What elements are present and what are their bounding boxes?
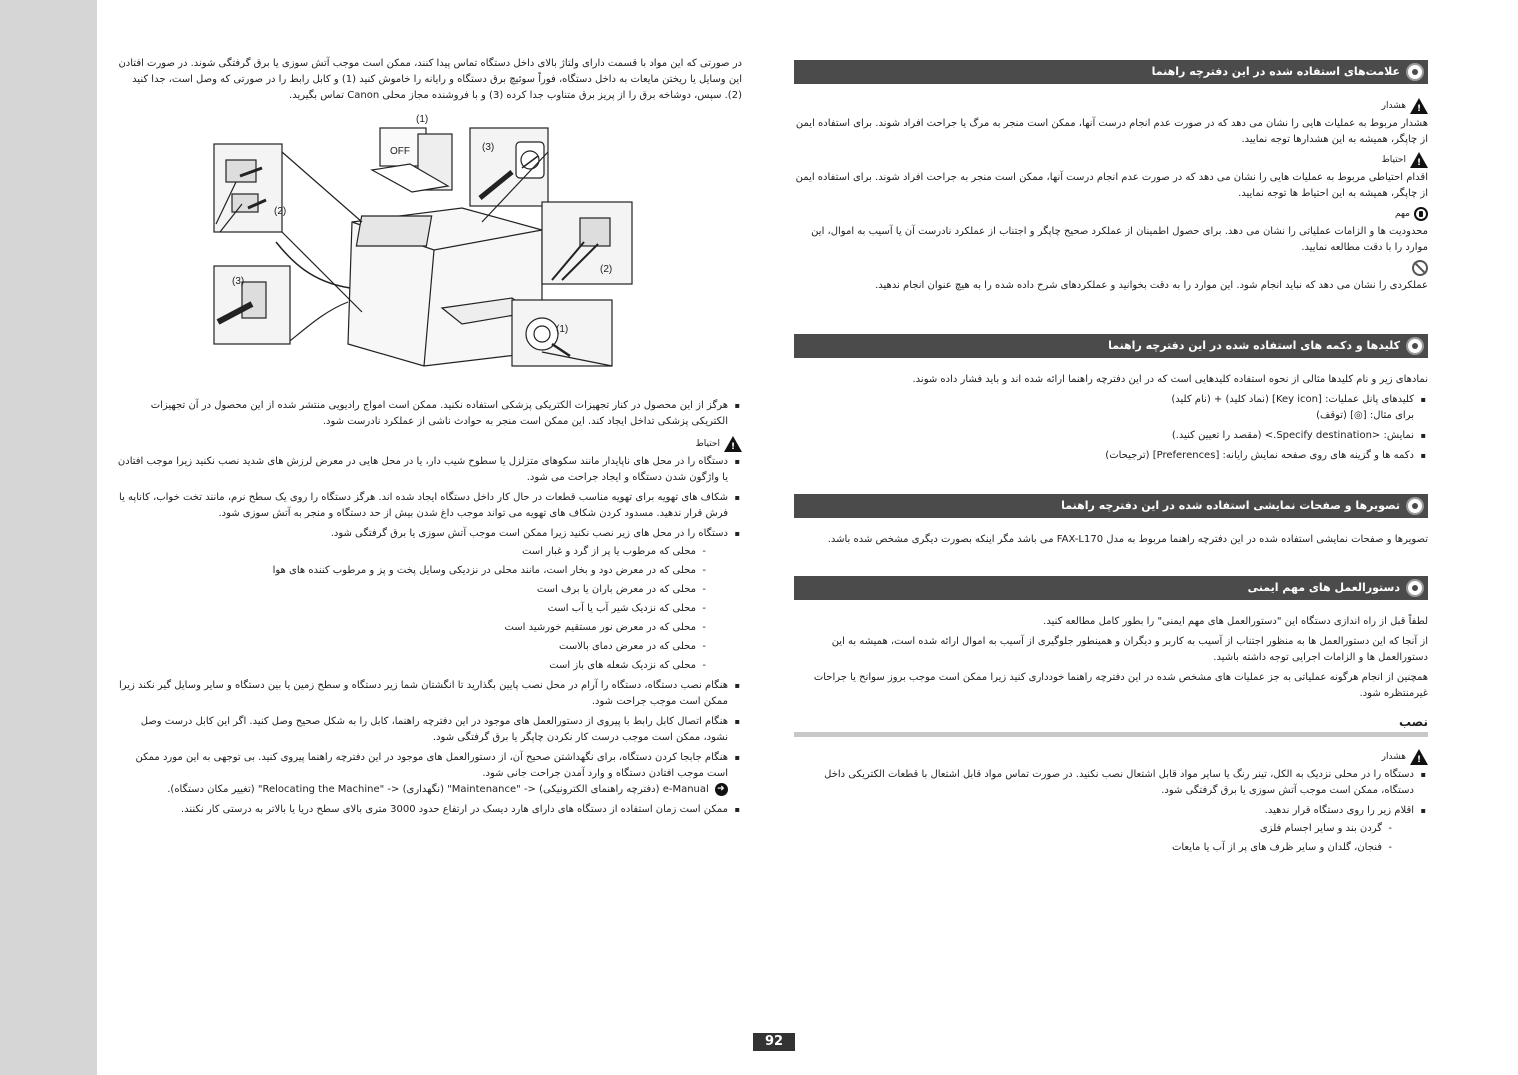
disconnect-illustration	[212, 112, 642, 372]
callout-2-phone: (2)	[600, 264, 613, 275]
section-title: علامت‌های استفاده شده در این دفترچه راهنما	[1151, 65, 1400, 78]
warning-label: هشدار	[1381, 101, 1406, 111]
caution-triangle-icon	[1410, 152, 1428, 168]
sub-list-item: - محلی که در معرض باران یا برف است	[117, 582, 728, 598]
list-item: ▪ کلیدهای پانل عملیات: [Key icon] (نماد کلید) + (نام کلید) برای مثال: [◎] (توقف)	[794, 392, 1428, 424]
list-item: ▪ دستگاه را در محل های ناپایدار مانند سکوهای متزلزل یا سطوح شیب دار، یا در محل هایی در معرض لرزش های شدید نصب نکنید زیرا موجب افتادن یا واژگون شدن دستگاه و ایجاد جراحت می شود.	[117, 454, 742, 486]
list-item: ▪ اقلام زیر را روی دستگاه قرار ندهید. - گردن بند و سایر اجسام فلزی - فنجان، گلدان و سایر ظرف های پر از آب یا مایعات	[794, 803, 1428, 856]
callout-3-cord: (3)	[232, 276, 245, 287]
warning-label: هشدار	[1381, 752, 1406, 762]
section-header-symbols	[794, 60, 1428, 84]
section-header-safety	[794, 576, 1428, 600]
section-header-illustrations	[794, 494, 1428, 518]
prohibited-icon	[1412, 260, 1428, 276]
list-item: ▪ هنگام نصب دستگاه، دستگاه را آرام در محل نصب پایین بگذارید تا انگشتان شما زیر دستگاه و سطح زمین یا بین دستگاه و سایر وسایل گیر نکند زیرا ممکن است موجب جراحت شود.	[117, 678, 742, 710]
warning-triangle-icon	[1410, 749, 1428, 765]
sub-list-item: - محلی که مرطوب یا پر از گرد و غبار است	[117, 544, 728, 560]
section-title: دستورالعمل های مهم ایمنی	[1247, 581, 1400, 594]
important-hand-icon	[1414, 207, 1428, 221]
callout-3-outlet: (3)	[482, 142, 495, 153]
section-title: کلیدها و دکمه های استفاده شده در این دفترچه راهنما	[1108, 339, 1400, 352]
list-item: ▪ شکاف های تهویه برای تهویه مناسب قطعات در حال کار داخل دستگاه ایجاد شده اند. هرگز دستگاه را روی یک سطح نرم، مانند تخت خواب، کاناپه یا فرش قرار ندهید. مسدود کردن شکاف های تهویه می تواند موجب داغ شدن بیش از حد دستگاه و منجر به آتش سوزی شود.	[117, 490, 742, 522]
disconnect-intro: در صورتی که این مواد با قسمت دارای ولتاژ بالای داخل دستگاه تماس پیدا کنند، ممکن است موجب آتش سوزی یا برق گرفتگی شوند. در صورت افتادن این وسایل یا ریختن مایعات به داخل دستگاه، فوراً سوئیچ برق دستگاه و رایانه را خاموش کنید (1) و کابل رابط را در صورتی که وصل است، جدا کنید (2). سپس، دوشاخه برق را از پریز برق متناوب جدا کرده (3) و با فروشنده مجاز محلی Canon تماس بگیرید.	[118, 58, 742, 101]
location-sub-list	[117, 544, 728, 674]
right-column	[794, 60, 1428, 862]
warning-description: هشدار مربوط به عملیات هایی را نشان می دهد که در صورت عدم انجام درست آنها، ممکن است منجر به مرگ یا جراحت افراد شوند. برای استفاده ایمن از چاپگر، همیشه به این هشدارها توجه نمایید.	[795, 118, 1428, 145]
warning-triangle-icon	[1410, 98, 1428, 114]
emanual-arrow-icon	[715, 783, 728, 796]
caution-list	[117, 454, 742, 818]
sub-list-item: - محلی که نزدیک شعله های باز است	[117, 658, 728, 674]
important-label-row	[794, 206, 1428, 222]
list-item: ▪ دستگاه را در محل های زیر نصب نکنید زیرا ممکن است موجب آتش سوزی یا برق گرفتگی شود. - محلی که مرطوب یا پر از گرد و غبار است - محلی که در معرض دود و بخار است، مانند محلی در نزدیکی وسایل پخت و پز و مرطوب کننده های هوا - محلی که در معرض باران یا برف است - محلی که نزدیک شیر آب یا آب است - محلی که در معرض نور مستقیم خورشید است - محلی که در معرض دمای بالاست - محلی که نزدیک شعله های باز است	[117, 526, 742, 674]
caution-label: احتیاط	[695, 439, 720, 449]
section-bullet-icon	[1406, 337, 1424, 355]
list-item: ▪ هنگام اتصال کابل رابط با پیروی از دستورالعمل های موجود در این دفترچه راهنما، کابل را به شکل صحیح وصل کنید. اگر این کابل درست وصل نشود، ممکن است موجب درست کار نکردن چاپگر یا برق گرفتگی شود.	[117, 714, 742, 746]
safety-paragraph: همچنین از انجام هرگونه عملیاتی به جز عملیات های مشخص شده در این دفترچه راهنما خودداری کنید زیرا ممکن است موجب بروز سوانح یا جراحات غیرمنتظره شود.	[813, 672, 1428, 699]
section-bullet-icon	[1406, 63, 1424, 81]
medical-list	[117, 398, 742, 430]
manual-page	[97, 0, 1518, 1075]
setup-warning-row	[794, 749, 1428, 765]
warning-label-row	[794, 98, 1428, 114]
fax-machine-illustration-svg	[212, 112, 642, 372]
section-bullet-icon	[1406, 497, 1424, 515]
sub-list-item: - فنجان، گلدان و سایر ظرف های پر از آب یا مایعات	[794, 840, 1414, 856]
sub-list-item: - محلی که در معرض دمای بالاست	[117, 639, 728, 655]
list-item: ▪ هنگام جابجا کردن دستگاه، برای نگهداشتن صحیح آن، از دستورالعمل های موجود در این دفترچه راهنما پیروی کنید. بی توجهی به این مورد ممکن است موجب افتادن دستگاه و وارد آمدن جراحت جانی شود. ➜ e-Manual (دفترچه راهنمای الکترونیکی) <- "Maintenance" (نگهداری) <- "Relocating the Machine" (تغییر مکان دستگاه).	[117, 750, 742, 798]
setup-heading: نصب	[794, 714, 1428, 737]
keys-list	[794, 392, 1428, 464]
important-label: مهم	[1395, 209, 1410, 219]
prohibited-description: عملکردی را نشان می دهد که نباید انجام شود. این موارد را به دقت بخوانید و عملکردهای شرح داده شده را به هیچ عنوان انجام ندهید.	[875, 280, 1428, 291]
callout-1-top: (1)	[416, 114, 429, 125]
illustrations-text: تصویرها و صفحات نمایشی استفاده شده در این دفترچه راهنما مربوط به مدل FAX-L170 می باشد مگر اینکه بصورت دیگری مشخص شده باشد.	[827, 534, 1428, 545]
page-number: 92	[753, 1033, 795, 1051]
section-bullet-icon	[1406, 579, 1424, 597]
sub-list-item: - محلی که در معرض نور مستقیم خورشید است	[117, 620, 728, 636]
sub-list-item: - محلی که در معرض دود و بخار است، مانند محلی در نزدیکی وسایل پخت و پز و مرطوب کننده های هوا	[117, 563, 728, 579]
safety-paragraph: از آنجا که این دستورالعمل ها به منظور اجتناب از آسیب به کاربر و دیگران و همینطور جلوگیری از آسیب به اموال ارائه شده است، همیشه به این دستورالعمل ها و الزامات اجرایی توجه داشته باشید.	[831, 636, 1428, 663]
section-title: تصویرها و صفحات نمایشی استفاده شده در این دفترچه راهنما	[1061, 499, 1400, 512]
caution-description: اقدام احتیاطی مربوط به عملیات هایی را نشان می دهد که در صورت عدم انجام درست آنها، ممکن است منجر به جراحت افراد شوند. برای استفاده ایمن از چاپگر، همیشه به این احتیاط ها توجه نمایید.	[795, 172, 1428, 199]
left-column	[117, 56, 742, 824]
caution-label-row	[117, 436, 742, 452]
section-header-keys	[794, 334, 1428, 358]
sub-list-item: - محلی که نزدیک شیر آب یا آب است	[117, 601, 728, 617]
callout-2-port: (2)	[274, 206, 287, 217]
important-description: محدودیت ها و الزامات عملیاتی را نشان می دهد. برای حصول اطمینان از عملکرد صحیح چاپگر و اجتناب از عملکرد نادرست آن یا آسیب به اموال، این موارد را با دقت مطالعه نمایید.	[811, 226, 1428, 253]
callout-1-power: (1)	[556, 324, 569, 335]
gray-side-margin	[0, 0, 97, 1075]
list-item: ▪ دستگاه را در محلی نزدیک به الکل، تینر رنگ یا سایر مواد قابل اشتعال نصب نکنید. در صورت تماس مواد قابل اشتعال با قطعات الکتریکی داخل دستگاه، ممکن است موجب آتش سوزی یا برق گرفتگی شود.	[794, 767, 1428, 799]
list-item: ▪ دکمه ها و گزینه های روی صفحه نمایش رایانه: [Preferences] (ترجیحات)	[794, 448, 1428, 464]
setup-list	[794, 767, 1428, 856]
sub-list-item: - گردن بند و سایر اجسام فلزی	[794, 821, 1414, 837]
keys-intro: نمادهای زیر و نام کلیدها مثالی از نحوه استفاده کلیدهایی است که در این دفترچه راهنما ارائه شده اند و باید فشار داده شوند.	[912, 374, 1428, 385]
list-item: ▪ نمایش: <Specify destination.> (مقصد را تعیین کنید.)	[794, 428, 1428, 444]
setup-sub-list	[794, 821, 1414, 856]
safety-paragraph: لطفاً قبل از راه اندازی دستگاه این "دستورالعمل های مهم ایمنی" را بطور کامل مطالعه کنید.	[1043, 616, 1428, 627]
list-item: ▪ ممکن است زمان استفاده از دستگاه های دارای هارد دیسک در ارتفاع حدود 3000 متری بالای سطح دریا یا بالاتر به درستی کار نکنند.	[117, 802, 742, 818]
caution-triangle-icon	[724, 436, 742, 452]
caution-label-row	[794, 152, 1428, 168]
list-item: ▪ هرگز از این محصول در کنار تجهیزات الکتریکی پزشکی استفاده نکنید. ممکن است امواج رادیویی منتشر شده از این محصول در آن تجهیزات الکتریکی پزشکی تداخل ایجاد کند. این ممکن است منجر به حوادث ناشی از عملکرد نادرست شود.	[117, 398, 742, 430]
off-label: OFF	[390, 146, 410, 157]
emanual-reference: e-Manual (دفترچه راهنمای الکترونیکی) <- "Maintenance" (نگهداری) <- "Relocating the Machine" (تغییر مکان دستگاه).	[167, 784, 709, 795]
caution-label: احتیاط	[1381, 155, 1406, 165]
